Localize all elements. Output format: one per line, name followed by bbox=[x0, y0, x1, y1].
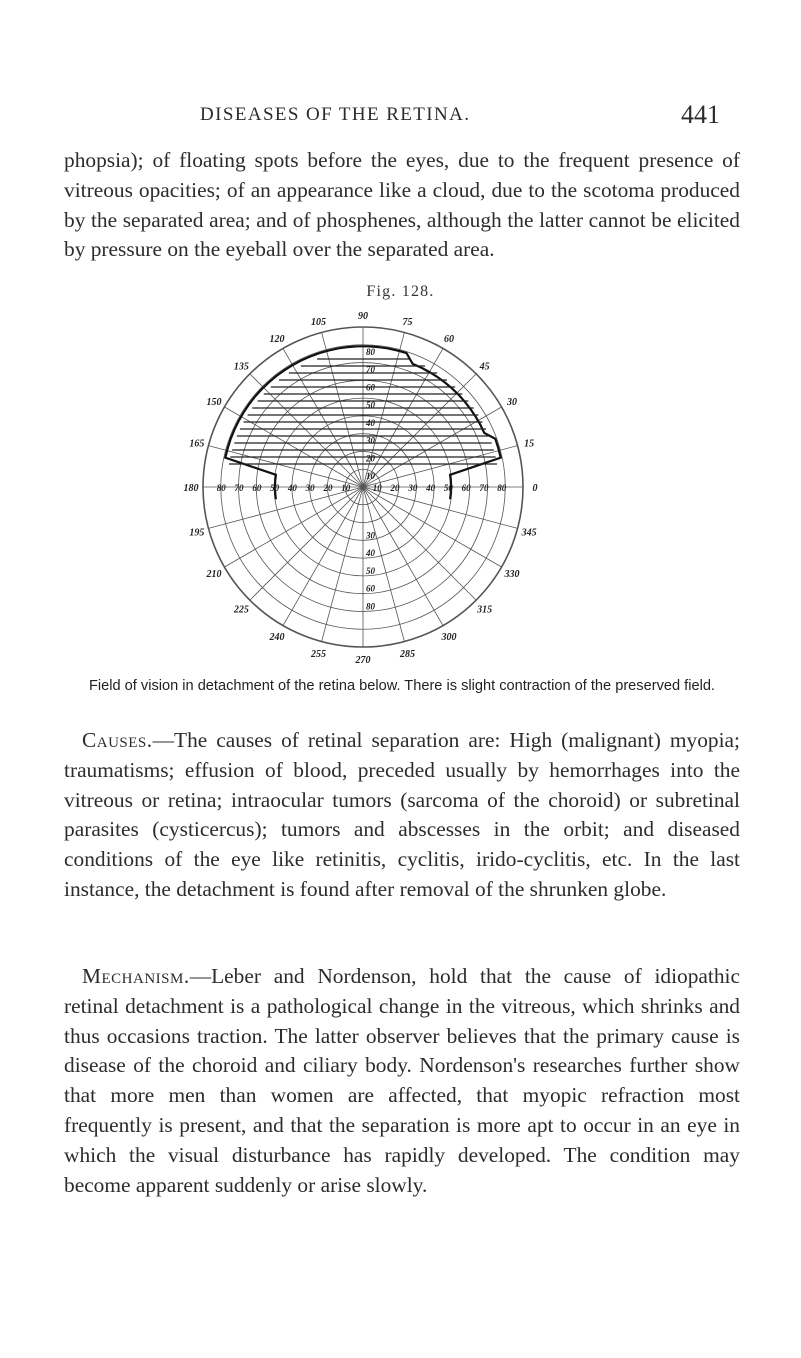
meridian-195 bbox=[208, 487, 363, 528]
page-number: 441 bbox=[681, 100, 720, 129]
ring-label: 20 bbox=[390, 483, 400, 493]
meridian-label: 150 bbox=[206, 397, 222, 408]
meridian-255 bbox=[322, 487, 363, 642]
ring-label: 60 bbox=[252, 483, 262, 493]
meridian-label: 315 bbox=[477, 604, 493, 616]
ring-label: 40 bbox=[426, 483, 436, 493]
ring-label: 10 bbox=[341, 483, 351, 493]
ring-label: 60 bbox=[366, 583, 375, 594]
ring-label: 20 bbox=[323, 483, 333, 493]
meridian-label: 330 bbox=[504, 569, 520, 580]
meridian-45 bbox=[363, 374, 476, 487]
ring-label: 50 bbox=[443, 483, 453, 493]
ring-label: 60 bbox=[366, 382, 375, 393]
meridian-label: 90 bbox=[358, 311, 368, 322]
meridian-345 bbox=[363, 487, 518, 528]
meridian-label: 210 bbox=[206, 569, 222, 580]
ring-label: 10 bbox=[372, 483, 382, 493]
meridian-label: 0 bbox=[532, 483, 538, 494]
meridian-label: 255 bbox=[310, 649, 326, 661]
meridian-label: 345 bbox=[521, 527, 537, 539]
paragraph-causes-text: —The causes of retinal separation are: High (malignant) myopia; traumatisms; effusion of blood, preceded usually by hemorrhages into the vitreous or retina; intraocular tumors (sarcoma of the choroid) or subretinal parasites (cysticercus); tumors and abscesses in the orbit; and diseased conditions of the eye like retinitis, cyclitis, irido-cyclitis, etc. In the last instance, the detachment is found after removal of the shrunken globe. bbox=[64, 728, 740, 901]
ring-label: 80 bbox=[366, 346, 375, 357]
meridian-225 bbox=[250, 487, 363, 600]
ring-label: 30 bbox=[366, 435, 375, 446]
visual-field-chart bbox=[180, 304, 580, 684]
meridian-label: 165 bbox=[189, 438, 205, 450]
meridian-label: 180 bbox=[183, 483, 199, 494]
ring-label: 30 bbox=[366, 530, 375, 541]
meridian-315 bbox=[363, 487, 476, 600]
paragraph-mechanism bbox=[64, 962, 740, 1200]
ring-label: 70 bbox=[479, 483, 489, 493]
section-head-mechanism: Mechanism. bbox=[82, 964, 190, 988]
meridian-165 bbox=[208, 446, 363, 487]
meridian-15 bbox=[363, 446, 518, 487]
meridian-285 bbox=[363, 487, 404, 642]
meridian-label: 60 bbox=[444, 334, 454, 346]
ring-label: 10 bbox=[366, 471, 375, 482]
ring-label: 50 bbox=[366, 565, 375, 576]
meridian-label: 45 bbox=[479, 361, 490, 373]
ring-label: 50 bbox=[270, 483, 280, 493]
meridian-label: 120 bbox=[269, 334, 285, 346]
meridian-label: 285 bbox=[400, 649, 416, 661]
meridian-label: 30 bbox=[506, 397, 517, 408]
ring-label: 20 bbox=[366, 453, 375, 464]
section-head-causes: Causes. bbox=[82, 728, 153, 752]
ring-label: 80 bbox=[216, 483, 226, 493]
ring-label: 70 bbox=[366, 364, 375, 375]
meridian-label: 270 bbox=[355, 655, 371, 666]
meridian-label: 300 bbox=[441, 631, 457, 643]
ring-label: 70 bbox=[234, 483, 244, 493]
meridian-label: 75 bbox=[402, 316, 413, 328]
figure-caption: Field of vision in detachment of the retina below. There is slight contraction of the preserved field. bbox=[89, 678, 715, 694]
meridian-label: 105 bbox=[310, 316, 326, 328]
meridian-label: 225 bbox=[233, 604, 249, 616]
paragraph-causes bbox=[64, 726, 740, 905]
visual-field-diagram bbox=[180, 304, 580, 684]
ring-label: 80 bbox=[366, 601, 375, 612]
ring-label: 60 bbox=[461, 483, 471, 493]
ring-label: 30 bbox=[305, 483, 315, 493]
ring-label: 30 bbox=[408, 483, 418, 493]
meridian-label: 195 bbox=[189, 527, 205, 539]
meridian-label: 15 bbox=[524, 438, 535, 450]
running-head-title: DISEASES OF THE RETINA. bbox=[200, 104, 471, 125]
ring-label: 50 bbox=[366, 400, 375, 411]
figure-label: Fig. 128. bbox=[366, 283, 435, 300]
meridian-label: 135 bbox=[233, 361, 249, 373]
paragraph-mechanism-text: —Leber and Nordenson, hold that the cause of idiopathic retinal detachment is a pathological change in the vitreous, which shrinks and thus occasions traction. The latter observer believes that the primary cause is disease of the choroid and ciliary body. Nordenson's researches further show that more men than women are affected, that myopic refraction most frequently is present, and that the separation is more apt to occur in an eye in which the visual disturbance has rapidly developed. The condition may become apparent suddenly or arise slowly. bbox=[64, 964, 740, 1197]
meridian-label: 240 bbox=[269, 631, 285, 643]
ring-label: 40 bbox=[287, 483, 297, 493]
meridian-135 bbox=[250, 374, 363, 487]
paragraph-continuation: phopsia); of floating spots before the eyes, due to the frequent presence of vitreous opacities; of an appearance like a cloud, due to the scotoma produced by the separated area; and of phosphenes, although the latter cannot be elicited by pressure on the eyeball over the separated area. bbox=[64, 148, 740, 262]
ring-label: 40 bbox=[366, 417, 375, 428]
ring-label: 80 bbox=[497, 483, 507, 493]
ring-label: 40 bbox=[366, 548, 375, 559]
